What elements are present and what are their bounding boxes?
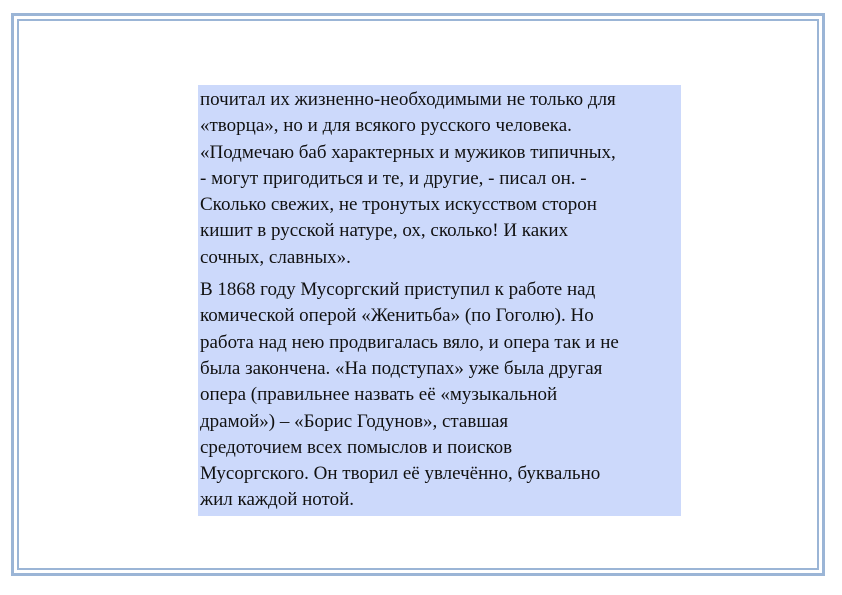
paragraph-2: В 1868 году Мусоргский приступил к работе над комической оперой «Женитьба» (по Гоголю). Но работа над нею продвигалась вяло, и опера так и не была закончена. «На подступах» уже была другая опера (правильнее назвать её «музыкальной драмой») – «Борис Годунов», ставшая средоточием всех помыслов и поисков Мусоргского. Он творил её увлечённо, буквально жил каждой нотой. xyxy=(200,279,619,511)
paragraph-1: почитал их жизненно-необходимыми не только для «творца», но и для всякого русского человека. «Подмечаю баб характерных и мужиков типичных, - могут пригодиться и те, и другие, - писал он. - Сколько свежих, не тронутых искусством сторон кишит в русской натуре, ох, сколько! И каких сочных, славных». xyxy=(200,89,616,268)
text-box xyxy=(198,85,681,516)
